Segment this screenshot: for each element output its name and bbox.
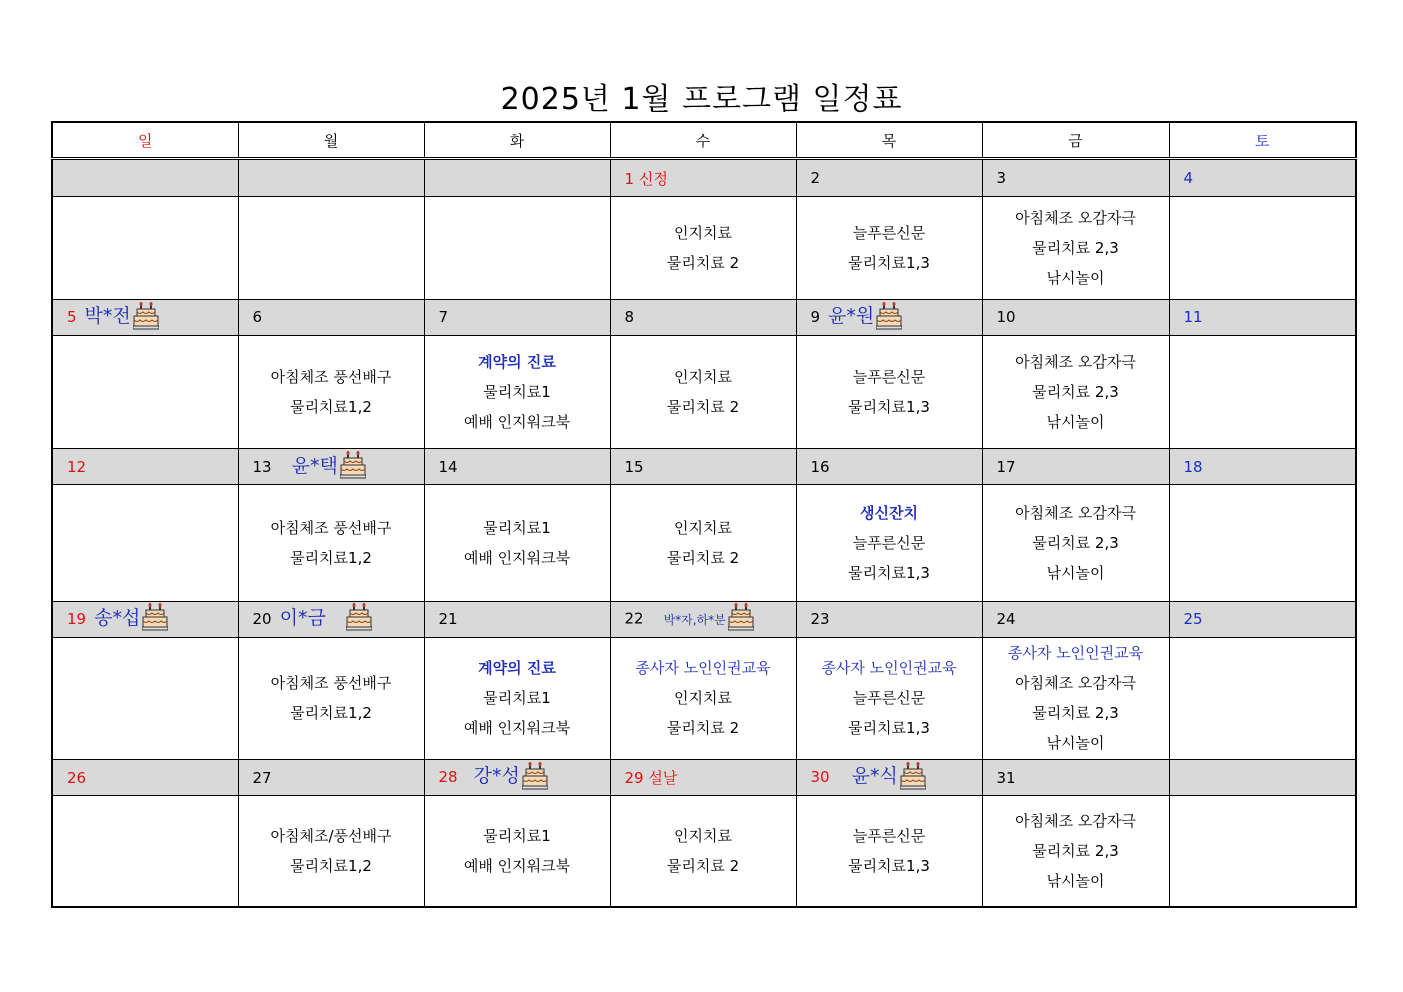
- program-item: 인지치료: [674, 368, 732, 387]
- program-cell: [238, 796, 424, 907]
- date-cell: [796, 159, 982, 196]
- holiday-label: 설날: [648, 769, 678, 788]
- program-cell: [52, 796, 238, 907]
- date-cell: [982, 449, 1169, 485]
- weekday-header-row: [52, 122, 1356, 159]
- program-item: 물리치료1,3: [848, 253, 930, 272]
- program-item: 인지치료: [674, 518, 732, 537]
- birthday-name: 박*전: [84, 305, 131, 328]
- program-item: 아침체조 오감자극: [1015, 812, 1136, 831]
- date-cell: [52, 449, 238, 485]
- page-title: 2025년 1월 프로그램 일정표: [500, 82, 903, 117]
- date-cell: [1169, 299, 1356, 335]
- birthday-name: 강*성: [473, 765, 520, 788]
- date-cell: [52, 760, 238, 796]
- program-cell: [982, 796, 1169, 907]
- program-item: 아침체조 오감자극: [1015, 503, 1136, 522]
- weekday-tuesday: 화: [424, 122, 610, 159]
- date-number: 20: [252, 609, 272, 628]
- program-item: 낚시놀이: [1046, 563, 1105, 582]
- program-item: 예배 인지워크북: [463, 413, 571, 432]
- program-item: 인지치료: [674, 223, 732, 242]
- date-number: 31: [996, 768, 1016, 787]
- date-number: 24: [996, 610, 1016, 629]
- program-cell: [610, 796, 796, 907]
- program-item: 물리치료1,2: [290, 548, 372, 567]
- program-item: 낚시놀이: [1046, 413, 1105, 432]
- program-cell: [796, 196, 982, 299]
- program-item: 늘푸른신문: [852, 368, 926, 387]
- program-item: 물리치료 2,3: [1032, 238, 1119, 257]
- weekday-saturday: 토: [1169, 122, 1356, 159]
- program-cell: [238, 637, 424, 759]
- program-item: 늘푸른신문: [852, 827, 926, 846]
- program-item: 물리치료1: [483, 827, 551, 846]
- program-cell: [238, 336, 424, 449]
- program-cell: [1169, 796, 1356, 907]
- date-cell: [424, 299, 610, 335]
- program-row: [52, 796, 1356, 907]
- program-cell: [424, 196, 610, 299]
- date-number: 17: [996, 457, 1016, 476]
- date-number: 22: [624, 609, 644, 628]
- program-cell: [1169, 637, 1356, 759]
- program-item: 낚시놀이: [1046, 268, 1105, 287]
- weekday-wednesday: 수: [610, 122, 796, 159]
- date-cell: [424, 449, 610, 485]
- program-row: [52, 485, 1356, 601]
- date-cell: [796, 601, 982, 637]
- program-cell: [424, 336, 610, 449]
- date-cell: [238, 449, 424, 485]
- date-number: 21: [438, 610, 458, 629]
- date-number: 12: [67, 457, 87, 476]
- date-number: 26: [67, 768, 87, 787]
- program-item: 물리치료1,3: [848, 857, 930, 876]
- program-cell: [52, 336, 238, 449]
- weekday-thursday: 목: [796, 122, 982, 159]
- date-cell: [1169, 449, 1356, 485]
- program-row: [52, 637, 1356, 759]
- date-cell: [238, 601, 424, 637]
- program-item: 예배 인지워크북: [463, 548, 571, 567]
- program-item: 물리치료 2: [666, 857, 740, 876]
- program-item: 아침체조 풍선배구: [270, 674, 392, 693]
- program-cell: [796, 336, 982, 449]
- birthday-name: 이*금: [279, 606, 326, 629]
- date-number: 3: [996, 169, 1007, 188]
- date-row: [52, 159, 1356, 196]
- program-item-highlight: 계약의 진료: [478, 659, 556, 678]
- date-cell: [424, 601, 610, 637]
- program-cell: [52, 485, 238, 601]
- program-item: 물리치료 2: [666, 398, 740, 417]
- program-item: 물리치료 2,3: [1032, 704, 1119, 723]
- program-item-staff: 종사자 노인인권교육: [635, 659, 771, 678]
- schedule-table: [51, 121, 1357, 908]
- program-item: 아침체조 오감자극: [1015, 674, 1136, 693]
- program-cell: [982, 196, 1169, 299]
- date-cell: [796, 760, 982, 796]
- date-number: 16: [810, 457, 830, 476]
- date-cell: [982, 159, 1169, 196]
- date-row: [52, 299, 1356, 335]
- date-cell: [796, 449, 982, 485]
- program-row: [52, 336, 1356, 449]
- program-item: 물리치료1: [483, 383, 551, 402]
- birthday-name: 윤*식: [851, 765, 898, 788]
- date-cell: [982, 299, 1169, 335]
- date-cell: [1169, 159, 1356, 196]
- program-item: 아침체조 오감자극: [1015, 353, 1136, 372]
- program-item: 물리치료1: [483, 518, 551, 537]
- program-item: 물리치료1,2: [290, 704, 372, 723]
- birthday-name: 송*섭: [94, 606, 141, 629]
- date-cell: [982, 760, 1169, 796]
- program-cell: [796, 796, 982, 907]
- date-cell: [238, 299, 424, 335]
- program-cell: [424, 485, 610, 601]
- date-number: 14: [438, 457, 458, 476]
- birthday-cake-icon: [876, 302, 902, 334]
- date-row: [52, 449, 1356, 485]
- program-item: 물리치료 2,3: [1032, 533, 1119, 552]
- program-item: 예배 인지워크북: [463, 719, 571, 738]
- program-cell: [1169, 336, 1356, 449]
- birthday-cake-icon: [340, 451, 366, 483]
- holiday-label: 신정: [638, 169, 668, 188]
- date-cell: [1169, 601, 1356, 637]
- date-cell: [796, 299, 982, 335]
- program-cell: [796, 485, 982, 601]
- date-number: 13: [252, 457, 272, 476]
- birthday-cake-icon: [728, 603, 754, 635]
- date-cell: [1169, 760, 1356, 796]
- program-item: 물리치료1,3: [848, 563, 930, 582]
- date-cell: [52, 601, 238, 637]
- program-row: [52, 196, 1356, 299]
- date-cell: [238, 760, 424, 796]
- birthday-cake-icon: [900, 762, 926, 794]
- birthday-name: 박*자,하*분: [663, 612, 726, 627]
- program-cell: [424, 637, 610, 759]
- program-item-staff: 종사자 노인인권교육: [1007, 644, 1144, 663]
- date-cell: [610, 601, 796, 637]
- date-number: 27: [252, 768, 272, 787]
- date-cell: [610, 760, 796, 796]
- program-item: 낚시놀이: [1046, 872, 1105, 891]
- date-number: 18: [1183, 457, 1203, 476]
- program-cell: [1169, 485, 1356, 601]
- program-cell: [1169, 196, 1356, 299]
- date-number: 4: [1183, 169, 1194, 188]
- program-item: 늘푸른신문: [852, 223, 926, 242]
- date-number: 30: [810, 768, 830, 787]
- date-cell: [238, 159, 424, 196]
- program-item: 늘푸른신문: [852, 689, 926, 708]
- program-item-highlight: 생신잔치: [860, 503, 918, 522]
- date-number: 19: [67, 609, 87, 628]
- birthday-name: 윤*택: [291, 454, 338, 477]
- birthday-cake-icon: [142, 603, 168, 635]
- program-cell: [424, 796, 610, 907]
- date-number: 29: [624, 769, 644, 788]
- program-item: 늘푸른신문: [852, 533, 926, 552]
- date-number: 9: [810, 308, 821, 327]
- program-cell: [796, 637, 982, 759]
- program-cell: [52, 637, 238, 759]
- program-cell: [982, 485, 1169, 601]
- date-number: 7: [438, 308, 449, 327]
- program-item-highlight: 계약의 진료: [478, 353, 556, 372]
- program-item: 인지치료: [674, 689, 732, 708]
- program-cell: [610, 637, 796, 759]
- date-number: 25: [1183, 610, 1203, 629]
- program-cell: [982, 336, 1169, 449]
- program-item: 물리치료 2: [666, 548, 740, 567]
- date-cell: [52, 299, 238, 335]
- program-item: 물리치료 2: [666, 719, 740, 738]
- program-item: 아침체조/풍선배구: [270, 827, 392, 846]
- weekday-monday: 월: [238, 122, 424, 159]
- program-item: 낚시놀이: [1046, 734, 1105, 753]
- date-cell: [424, 159, 610, 196]
- birthday-cake-icon: [522, 762, 548, 794]
- program-cell: [610, 336, 796, 449]
- date-number: 1: [624, 169, 635, 188]
- birthday-cake-icon: [346, 603, 372, 635]
- date-number: 8: [624, 308, 635, 327]
- program-cell: [238, 196, 424, 299]
- program-item: 물리치료 2: [666, 253, 740, 272]
- program-cell: [610, 485, 796, 601]
- program-item: 물리치료1,3: [848, 398, 930, 417]
- program-cell: [238, 485, 424, 601]
- program-item: 물리치료1,2: [290, 398, 372, 417]
- program-item: 아침체조 풍선배구: [270, 518, 392, 537]
- program-item-staff: 종사자 노인인권교육: [821, 659, 957, 678]
- program-item: 물리치료 2,3: [1032, 383, 1119, 402]
- program-item: 예배 인지워크북: [463, 857, 571, 876]
- program-cell: [982, 637, 1169, 759]
- date-number: 15: [624, 457, 644, 476]
- birthday-cake-icon: [133, 302, 159, 334]
- date-cell: [610, 159, 796, 196]
- birthday-name: 윤*원: [828, 305, 875, 328]
- program-item: 인지치료: [674, 827, 732, 846]
- date-number: 28: [438, 768, 458, 787]
- date-cell: [610, 299, 796, 335]
- weekday-sunday: 일: [52, 122, 238, 159]
- date-row: [52, 601, 1356, 637]
- date-number: 6: [252, 308, 263, 327]
- weekday-friday: 금: [982, 122, 1169, 159]
- program-item: 물리치료1,2: [290, 857, 372, 876]
- program-item: 물리치료1,3: [848, 719, 930, 738]
- date-row: [52, 760, 1356, 796]
- date-number: 2: [810, 169, 821, 188]
- program-item: 아침체조 오감자극: [1015, 208, 1136, 227]
- date-cell: [52, 159, 238, 196]
- date-cell: [982, 601, 1169, 637]
- program-cell: [52, 196, 238, 299]
- program-item: 물리치료1: [483, 689, 551, 708]
- date-number: 23: [810, 610, 830, 629]
- program-item: 물리치료 2,3: [1032, 842, 1119, 861]
- program-item: 아침체조 풍선배구: [270, 368, 392, 387]
- date-cell: [424, 760, 610, 796]
- date-number: 11: [1183, 308, 1203, 327]
- program-cell: [610, 196, 796, 299]
- date-number: 10: [996, 308, 1016, 327]
- date-cell: [610, 449, 796, 485]
- date-number: 5: [67, 308, 77, 327]
